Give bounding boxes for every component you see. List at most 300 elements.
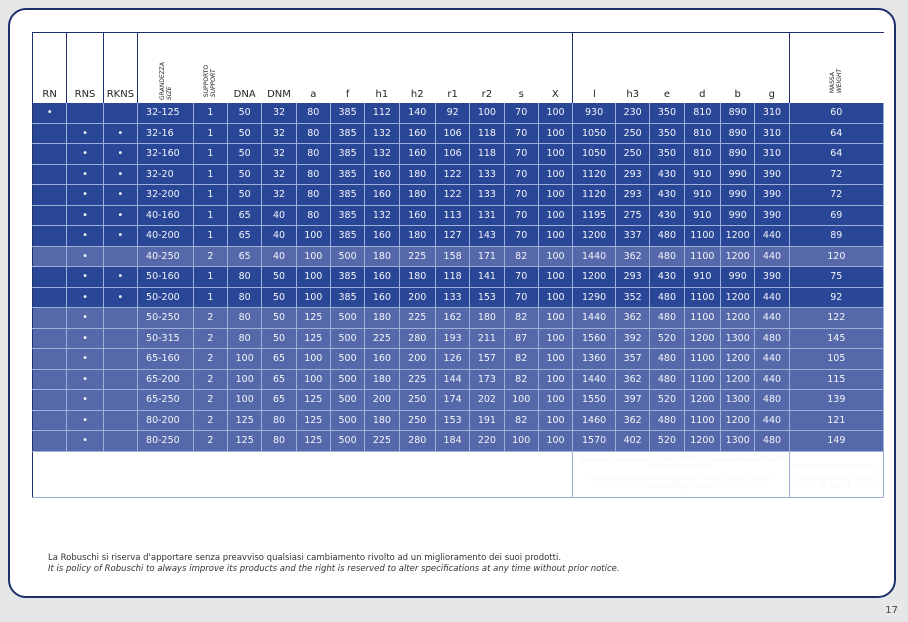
cell-rkns: • — [103, 205, 137, 226]
cell-r2: 220 — [470, 431, 504, 452]
cell-dna: 65 — [228, 246, 262, 267]
cell-h2: 160 — [399, 205, 435, 226]
cell-h1: 132 — [365, 123, 399, 144]
cell-e: 480 — [650, 349, 684, 370]
cell-f: 385 — [330, 185, 364, 206]
cell-e: 350 — [650, 144, 684, 165]
cell-e: 520 — [650, 328, 684, 349]
cell-l: 1440 — [573, 246, 616, 267]
cell-s: 70 — [504, 164, 538, 185]
cell-d: 1200 — [684, 431, 720, 452]
cell-g: 440 — [755, 349, 789, 370]
cell-x: 100 — [538, 246, 572, 267]
cell-rn — [33, 308, 67, 329]
dimensions-table — [32, 32, 884, 498]
cell-h2: 200 — [399, 287, 435, 308]
cell-l: 1440 — [573, 308, 616, 329]
cell-d: 1100 — [684, 246, 720, 267]
cell-h2: 160 — [399, 144, 435, 165]
cell-sup: 1 — [193, 205, 227, 226]
cell-rn — [33, 144, 67, 165]
cell-e: 480 — [650, 410, 684, 431]
dimensions-table-wrap — [32, 32, 884, 540]
cell-rns: • — [67, 308, 103, 329]
cell-x: 100 — [538, 369, 572, 390]
cell-h2: 225 — [399, 369, 435, 390]
cell-b: 990 — [721, 185, 755, 206]
header-row — [33, 33, 884, 103]
cell-x: 100 — [538, 431, 572, 452]
col-mass-en: WEIGHT — [836, 68, 844, 93]
col-r2: r2 — [470, 33, 504, 103]
cell-s: 100 — [504, 431, 538, 452]
cell-h1: 160 — [365, 287, 399, 308]
cell-dnm: 50 — [262, 328, 296, 349]
cell-rn — [33, 164, 67, 185]
cell-size: 50-160 — [138, 267, 194, 288]
cell-r2: 211 — [470, 328, 504, 349]
cell-s: 87 — [504, 328, 538, 349]
col-support-it: SUPPORTO — [203, 64, 211, 97]
cell-h2: 180 — [399, 164, 435, 185]
cell-rkns: • — [103, 144, 137, 165]
cell-sup: 2 — [193, 431, 227, 452]
cell-r1: 126 — [435, 349, 469, 370]
cell-e: 480 — [650, 369, 684, 390]
cell-rns: • — [67, 164, 103, 185]
cell-l: 1120 — [573, 164, 616, 185]
cell-d: 1100 — [684, 349, 720, 370]
cell-l: 1195 — [573, 205, 616, 226]
cell-rn — [33, 226, 67, 247]
cell-dnm: 40 — [262, 226, 296, 247]
cell-f: 500 — [330, 410, 364, 431]
cell-h1: 160 — [365, 349, 399, 370]
table-row — [33, 103, 884, 124]
cell-l: 1290 — [573, 287, 616, 308]
cell-size: 65-200 — [138, 369, 194, 390]
policy-notice — [48, 553, 620, 575]
footnote-mass-it: Masse in Kg. esclusi motori. — [794, 463, 879, 470]
table-row — [33, 267, 884, 288]
cell-s: 70 — [504, 226, 538, 247]
cell-d: 910 — [684, 164, 720, 185]
cell-d: 1100 — [684, 287, 720, 308]
cell-r2: 143 — [470, 226, 504, 247]
col-l: l — [573, 33, 616, 103]
footnote-mass-en: Unit weights in Kg. without el. motors. — [795, 475, 877, 490]
cell-rn — [33, 267, 67, 288]
cell-dnm: 32 — [262, 103, 296, 124]
cell-h3: 357 — [616, 349, 650, 370]
col-a: a — [296, 33, 330, 103]
cell-h3: 402 — [616, 431, 650, 452]
cell-f: 500 — [330, 349, 364, 370]
table-row — [33, 185, 884, 206]
cell-x: 100 — [538, 410, 572, 431]
table-row — [33, 246, 884, 267]
cell-dnm: 65 — [262, 369, 296, 390]
cell-l: 1050 — [573, 144, 616, 165]
cell-dnm: 80 — [262, 410, 296, 431]
table-row — [33, 369, 884, 390]
cell-m: 72 — [789, 164, 883, 185]
cell-r1: 133 — [435, 287, 469, 308]
cell-size: 50-315 — [138, 328, 194, 349]
cell-b: 1300 — [721, 390, 755, 411]
cell-s: 70 — [504, 267, 538, 288]
cell-sup: 2 — [193, 369, 227, 390]
cell-f: 385 — [330, 205, 364, 226]
cell-h3: 362 — [616, 246, 650, 267]
cell-g: 390 — [755, 205, 789, 226]
cell-r1: 92 — [435, 103, 469, 124]
cell-h1: 180 — [365, 246, 399, 267]
cell-h2: 250 — [399, 390, 435, 411]
cell-e: 430 — [650, 205, 684, 226]
cell-b: 1200 — [721, 349, 755, 370]
cell-h2: 280 — [399, 328, 435, 349]
cell-h1: 112 — [365, 103, 399, 124]
col-support-en: SUPPORT — [210, 68, 218, 97]
cell-a: 125 — [296, 410, 330, 431]
cell-x: 100 — [538, 226, 572, 247]
cell-m: 120 — [789, 246, 883, 267]
cell-g: 310 — [755, 144, 789, 165]
cell-r2: 180 — [470, 308, 504, 329]
cell-rn: • — [33, 103, 67, 124]
cell-r2: 157 — [470, 349, 504, 370]
cell-h2: 180 — [399, 226, 435, 247]
cell-rns: • — [67, 185, 103, 206]
cell-h3: 362 — [616, 369, 650, 390]
cell-h1: 160 — [365, 185, 399, 206]
cell-g: 480 — [755, 431, 789, 452]
cell-l: 930 — [573, 103, 616, 124]
cell-a: 100 — [296, 267, 330, 288]
cell-rn — [33, 369, 67, 390]
cell-m: 89 — [789, 226, 883, 247]
cell-sup: 1 — [193, 164, 227, 185]
cell-f: 385 — [330, 144, 364, 165]
cell-rns: • — [67, 349, 103, 370]
cell-size: 50-250 — [138, 308, 194, 329]
cell-a: 80 — [296, 103, 330, 124]
table-row — [33, 390, 884, 411]
cell-s: 82 — [504, 349, 538, 370]
cell-r1: 122 — [435, 164, 469, 185]
cell-x: 100 — [538, 328, 572, 349]
cell-a: 80 — [296, 185, 330, 206]
cell-d: 1100 — [684, 226, 720, 247]
cell-rns: • — [67, 390, 103, 411]
cell-r1: 106 — [435, 144, 469, 165]
cell-x: 100 — [538, 164, 572, 185]
cell-rns: • — [67, 205, 103, 226]
col-mass — [789, 33, 883, 103]
page-number: 17 — [885, 605, 898, 616]
cell-rn — [33, 287, 67, 308]
cell-rn — [33, 246, 67, 267]
cell-r2: 141 — [470, 267, 504, 288]
cell-s: 82 — [504, 369, 538, 390]
cell-x: 100 — [538, 144, 572, 165]
cell-r2: 131 — [470, 205, 504, 226]
cell-l: 1120 — [573, 185, 616, 206]
cell-r1: 113 — [435, 205, 469, 226]
cell-b: 1300 — [721, 431, 755, 452]
cell-rns: • — [67, 328, 103, 349]
cell-dna: 50 — [228, 144, 262, 165]
cell-e: 430 — [650, 185, 684, 206]
cell-h2: 200 — [399, 349, 435, 370]
col-rns: RNS — [67, 33, 103, 103]
cell-size: 40-200 — [138, 226, 194, 247]
col-h3: h3 — [616, 33, 650, 103]
cell-f: 500 — [330, 431, 364, 452]
cell-g: 480 — [755, 328, 789, 349]
cell-s: 70 — [504, 123, 538, 144]
cell-m: 60 — [789, 103, 883, 124]
cell-r2: 171 — [470, 246, 504, 267]
cell-a: 100 — [296, 349, 330, 370]
cell-h2: 280 — [399, 431, 435, 452]
col-support — [193, 33, 227, 103]
cell-m: 115 — [789, 369, 883, 390]
cell-b: 890 — [721, 123, 755, 144]
cell-f: 500 — [330, 308, 364, 329]
cell-h3: 293 — [616, 185, 650, 206]
table-row — [33, 287, 884, 308]
cell-h3: 230 — [616, 103, 650, 124]
cell-rn — [33, 410, 67, 431]
cell-e: 480 — [650, 308, 684, 329]
cell-r1: 158 — [435, 246, 469, 267]
cell-d: 1100 — [684, 369, 720, 390]
cell-h1: 225 — [365, 328, 399, 349]
cell-rns: • — [67, 410, 103, 431]
cell-h2: 180 — [399, 267, 435, 288]
cell-e: 350 — [650, 103, 684, 124]
cell-f: 385 — [330, 226, 364, 247]
cell-sup: 2 — [193, 328, 227, 349]
cell-rns: • — [67, 267, 103, 288]
cell-sup: 1 — [193, 287, 227, 308]
table-row — [33, 164, 884, 185]
cell-h1: 225 — [365, 431, 399, 452]
cell-a: 125 — [296, 390, 330, 411]
col-size — [138, 33, 194, 103]
cell-h3: 293 — [616, 164, 650, 185]
cell-dna: 65 — [228, 226, 262, 247]
cell-x: 100 — [538, 287, 572, 308]
cell-g: 440 — [755, 369, 789, 390]
cell-r2: 202 — [470, 390, 504, 411]
cell-h1: 180 — [365, 369, 399, 390]
cell-sup: 2 — [193, 410, 227, 431]
cell-d: 910 — [684, 205, 720, 226]
col-r1: r1 — [435, 33, 469, 103]
cell-b: 1300 — [721, 328, 755, 349]
cell-size: 32-20 — [138, 164, 194, 185]
cell-d: 1200 — [684, 390, 720, 411]
cell-h3: 275 — [616, 205, 650, 226]
cell-f: 385 — [330, 103, 364, 124]
cell-a: 125 — [296, 308, 330, 329]
cell-h3: 293 — [616, 267, 650, 288]
cell-d: 910 — [684, 267, 720, 288]
cell-r2: 153 — [470, 287, 504, 308]
col-h2: h2 — [399, 33, 435, 103]
cell-e: 520 — [650, 431, 684, 452]
cell-g: 480 — [755, 390, 789, 411]
cell-x: 100 — [538, 185, 572, 206]
cell-d: 810 — [684, 123, 720, 144]
cell-x: 100 — [538, 103, 572, 124]
cell-a: 125 — [296, 328, 330, 349]
cell-a: 100 — [296, 369, 330, 390]
cell-rkns — [103, 246, 137, 267]
cell-h2: 180 — [399, 185, 435, 206]
cell-b: 990 — [721, 205, 755, 226]
cell-b: 1200 — [721, 369, 755, 390]
cell-size: 32-200 — [138, 185, 194, 206]
col-mass-it: MASSA — [829, 71, 837, 93]
cell-sup: 2 — [193, 349, 227, 370]
cell-m: 64 — [789, 123, 883, 144]
cell-b: 1200 — [721, 287, 755, 308]
cell-f: 385 — [330, 164, 364, 185]
cell-dna: 125 — [228, 431, 262, 452]
cell-g: 440 — [755, 226, 789, 247]
cell-size: 65-250 — [138, 390, 194, 411]
cell-a: 100 — [296, 226, 330, 247]
cell-rns: • — [67, 123, 103, 144]
cell-dna: 50 — [228, 103, 262, 124]
cell-a: 125 — [296, 431, 330, 452]
cell-dnm: 50 — [262, 267, 296, 288]
cell-m: 139 — [789, 390, 883, 411]
cell-r2: 118 — [470, 144, 504, 165]
cell-h3: 362 — [616, 308, 650, 329]
cell-h3: 397 — [616, 390, 650, 411]
col-b: b — [721, 33, 755, 103]
cell-rkns — [103, 308, 137, 329]
col-f: f — [330, 33, 364, 103]
cell-rkns — [103, 349, 137, 370]
cell-l: 1570 — [573, 431, 616, 452]
cell-h2: 225 — [399, 246, 435, 267]
cell-l: 1200 — [573, 226, 616, 247]
table-row — [33, 144, 884, 165]
cell-h1: 160 — [365, 267, 399, 288]
cell-l: 1550 — [573, 390, 616, 411]
cell-a: 80 — [296, 123, 330, 144]
cell-dna: 80 — [228, 287, 262, 308]
cell-a: 100 — [296, 287, 330, 308]
cell-f: 500 — [330, 246, 364, 267]
cell-b: 890 — [721, 144, 755, 165]
cell-h2: 225 — [399, 308, 435, 329]
cell-r1: 153 — [435, 410, 469, 431]
cell-h2: 140 — [399, 103, 435, 124]
cell-size: 32-160 — [138, 144, 194, 165]
cell-size: 32-125 — [138, 103, 194, 124]
cell-rn — [33, 390, 67, 411]
col-e: e — [650, 33, 684, 103]
cell-h1: 180 — [365, 308, 399, 329]
col-s: s — [504, 33, 538, 103]
cell-rn — [33, 123, 67, 144]
cell-dnm: 40 — [262, 205, 296, 226]
cell-size: 40-250 — [138, 246, 194, 267]
table-row — [33, 328, 884, 349]
cell-r1: 184 — [435, 431, 469, 452]
cell-rkns — [103, 103, 137, 124]
cell-rn — [33, 328, 67, 349]
footnote-dimensions — [573, 451, 789, 497]
cell-g: 310 — [755, 123, 789, 144]
cell-h1: 180 — [365, 410, 399, 431]
cell-r1: 122 — [435, 185, 469, 206]
cell-e: 520 — [650, 390, 684, 411]
cell-h3: 250 — [616, 144, 650, 165]
cell-size: 65-160 — [138, 349, 194, 370]
cell-a: 80 — [296, 144, 330, 165]
cell-r1: 127 — [435, 226, 469, 247]
table-row — [33, 205, 884, 226]
cell-rns: • — [67, 369, 103, 390]
cell-rkns: • — [103, 123, 137, 144]
cell-rkns — [103, 369, 137, 390]
cell-r2: 173 — [470, 369, 504, 390]
cell-l: 1460 — [573, 410, 616, 431]
cell-a: 80 — [296, 164, 330, 185]
cell-rn — [33, 185, 67, 206]
cell-f: 385 — [330, 287, 364, 308]
cell-x: 100 — [538, 308, 572, 329]
col-rkns: RKNS — [103, 33, 137, 103]
footnote-mass — [789, 451, 883, 497]
cell-dna: 80 — [228, 267, 262, 288]
cell-dnm: 32 — [262, 144, 296, 165]
cell-rkns — [103, 431, 137, 452]
cell-rkns: • — [103, 164, 137, 185]
cell-sup: 1 — [193, 185, 227, 206]
table-row — [33, 226, 884, 247]
cell-r1: 144 — [435, 369, 469, 390]
cell-g: 310 — [755, 103, 789, 124]
cell-dnm: 32 — [262, 164, 296, 185]
col-dna: DNA — [228, 33, 262, 103]
cell-r1: 162 — [435, 308, 469, 329]
cell-rkns: • — [103, 226, 137, 247]
cell-h2: 250 — [399, 410, 435, 431]
cell-rkns: • — [103, 185, 137, 206]
cell-size: 80-250 — [138, 431, 194, 452]
cell-a: 80 — [296, 205, 330, 226]
cell-g: 440 — [755, 287, 789, 308]
cell-dna: 65 — [228, 205, 262, 226]
cell-s: 82 — [504, 410, 538, 431]
cell-m: 145 — [789, 328, 883, 349]
cell-x: 100 — [538, 205, 572, 226]
table-row — [33, 410, 884, 431]
cell-h1: 160 — [365, 164, 399, 185]
cell-r2: 191 — [470, 410, 504, 431]
cell-sup: 1 — [193, 226, 227, 247]
cell-m: 72 — [789, 185, 883, 206]
